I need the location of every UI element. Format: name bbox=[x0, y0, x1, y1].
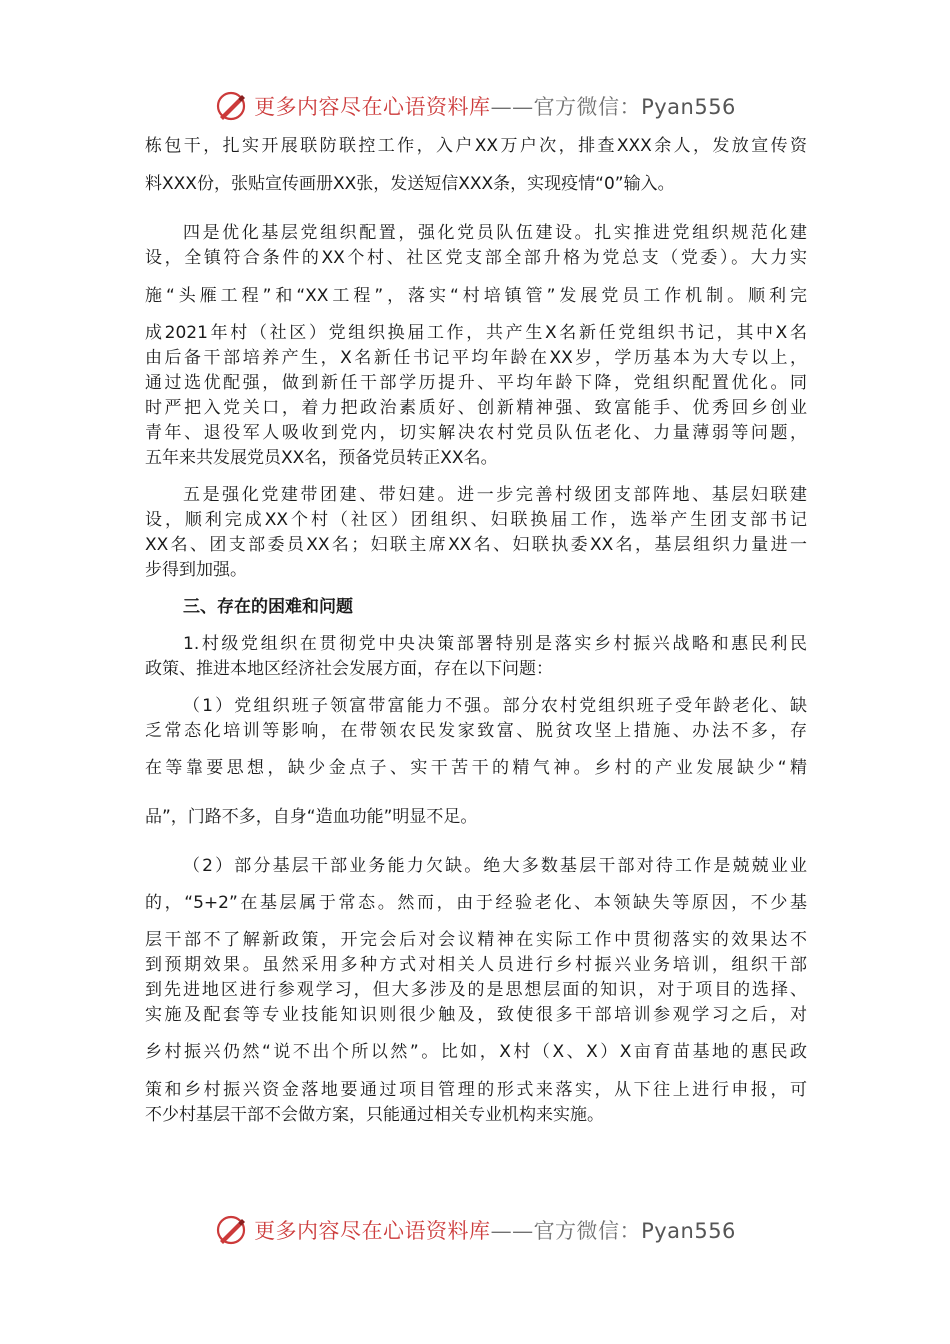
paragraph-line: 品”，门路不多，自身“造血功能”明显不足。 bbox=[145, 807, 478, 827]
paragraph-line: （2）部分基层干部业务能力欠缺。绝大多数基层干部对待工作是兢兢业业 bbox=[183, 856, 807, 876]
paragraph-line: 栋包干，扎实开展联防联控工作，入户XX万户次，排查XXX余人，发放宣传资 bbox=[145, 136, 807, 156]
paragraph-line: 到先进地区进行参观学习，但大多涉及的是思想层面的知识，对于项目的选择、 bbox=[145, 980, 807, 1000]
paragraph-line: 成2021年村（社区）党组织换届工作，共产生X名新任党组织书记，其中X名 bbox=[145, 323, 807, 343]
banner-text-part3: Pyan556 bbox=[641, 1219, 736, 1243]
section-heading: 三、存在的困难和问题 bbox=[183, 597, 353, 617]
paragraph-line: 策和乡村振兴资金落地要通过项目管理的形式来落实，从下往上进行申报，可 bbox=[145, 1080, 807, 1100]
paragraph-line: 四是优化基层党组织配置，强化党员队伍建设。扎实推进党组织规范化建 bbox=[183, 223, 807, 243]
paragraph-line: 通过选优配强，做到新任干部学历提升、平均年龄下降，党组织配置优化。同 bbox=[145, 373, 807, 393]
paragraph-line: 五年来共发展党员XX名，预备党员转正XX名。 bbox=[145, 448, 498, 468]
header-banner bbox=[0, 86, 950, 126]
pen-logo-icon bbox=[214, 89, 248, 123]
paragraph-line: 设，全镇符合条件的XX个村、社区党支部全部升格为党总支（党委）。大力实 bbox=[145, 248, 807, 268]
paragraph-line: 乏常态化培训等影响，在带领农民发家致富、脱贫攻坚上措施、办法不多，存 bbox=[145, 721, 807, 741]
pen-logo-icon bbox=[214, 1213, 248, 1247]
banner-text-part2: ——官方微信： bbox=[490, 95, 642, 119]
paragraph-line: 层干部不了解新政策，开完会后对会议精神在实际工作中贯彻落实的效果达不 bbox=[145, 930, 807, 950]
paragraph-line: 政策、推进本地区经济社会发展方面，存在以下问题： bbox=[145, 659, 553, 679]
paragraph-line: 时严把入党关口，着力把政治素质好、创新精神强、致富能手、优秀回乡创业 bbox=[145, 398, 807, 418]
paragraph-line: 不少村基层干部不会做方案，只能通过相关专业机构来实施。 bbox=[145, 1105, 604, 1125]
paragraph-line: 在等靠要思想，缺少金点子、实干苦干的精气神。乡村的产业发展缺少“精 bbox=[145, 758, 807, 778]
paragraph-line: 施“头雁工程”和“XX工程”，落实“村培镇管”发展党员工作机制。顺利完 bbox=[145, 286, 807, 306]
banner-text bbox=[254, 1215, 736, 1245]
banner-text bbox=[254, 91, 736, 121]
footer-banner bbox=[0, 1210, 950, 1250]
paragraph-line: 步得到加强。 bbox=[145, 560, 247, 580]
banner-text-part1: 更多内容尽在心语资料库 bbox=[254, 1219, 491, 1243]
paragraph-line: 到预期效果。虽然采用多种方式对相关人员进行乡村振兴业务培训，组织干部 bbox=[145, 955, 807, 975]
paragraph-line: 由后备干部培养产生，X名新任书记平均年龄在XX岁，学历基本为大专以上， bbox=[145, 348, 807, 368]
paragraph-line: XX名、团支部委员XX名；妇联主席XX名、妇联执委XX名，基层组织力量进一 bbox=[145, 535, 807, 555]
banner-text-part2: ——官方微信： bbox=[490, 1219, 642, 1243]
paragraph-line: （1）党组织班子领富带富能力不强。部分农村党组织班子受年龄老化、缺 bbox=[183, 696, 807, 716]
paragraph-line: 五是强化党建带团建、带妇建。进一步完善村级团支部阵地、基层妇联建 bbox=[183, 485, 807, 505]
paragraph-line: 青年、退役军人吸收到党内，切实解决农村党员队伍老化、力量薄弱等问题， bbox=[145, 423, 807, 443]
paragraph-line: 料XXX份，张贴宣传画册XX张，发送短信XXX条，实现疫情“0”输入。 bbox=[145, 174, 675, 194]
paragraph-line: 实施及配套等专业技能知识则很少触及，致使很多干部培训参观学习之后，对 bbox=[145, 1005, 807, 1025]
paragraph-line: 设，顺利完成XX个村（社区）团组织、妇联换届工作，选举产生团支部书记 bbox=[145, 510, 807, 530]
paragraph-line: 的，“5+2”在基层属于常态。然而，由于经验老化、本领缺失等原因，不少基 bbox=[145, 893, 807, 913]
banner-text-part1: 更多内容尽在心语资料库 bbox=[254, 95, 491, 119]
banner-text-part3: Pyan556 bbox=[641, 95, 736, 119]
paragraph-line: 1.村级党组织在贯彻党中央决策部署特别是落实乡村振兴战略和惠民利民 bbox=[183, 634, 807, 654]
paragraph-line: 乡村振兴仍然“说不出个所以然”。比如，X村（X、X）X亩育苗基地的惠民政 bbox=[145, 1042, 807, 1062]
